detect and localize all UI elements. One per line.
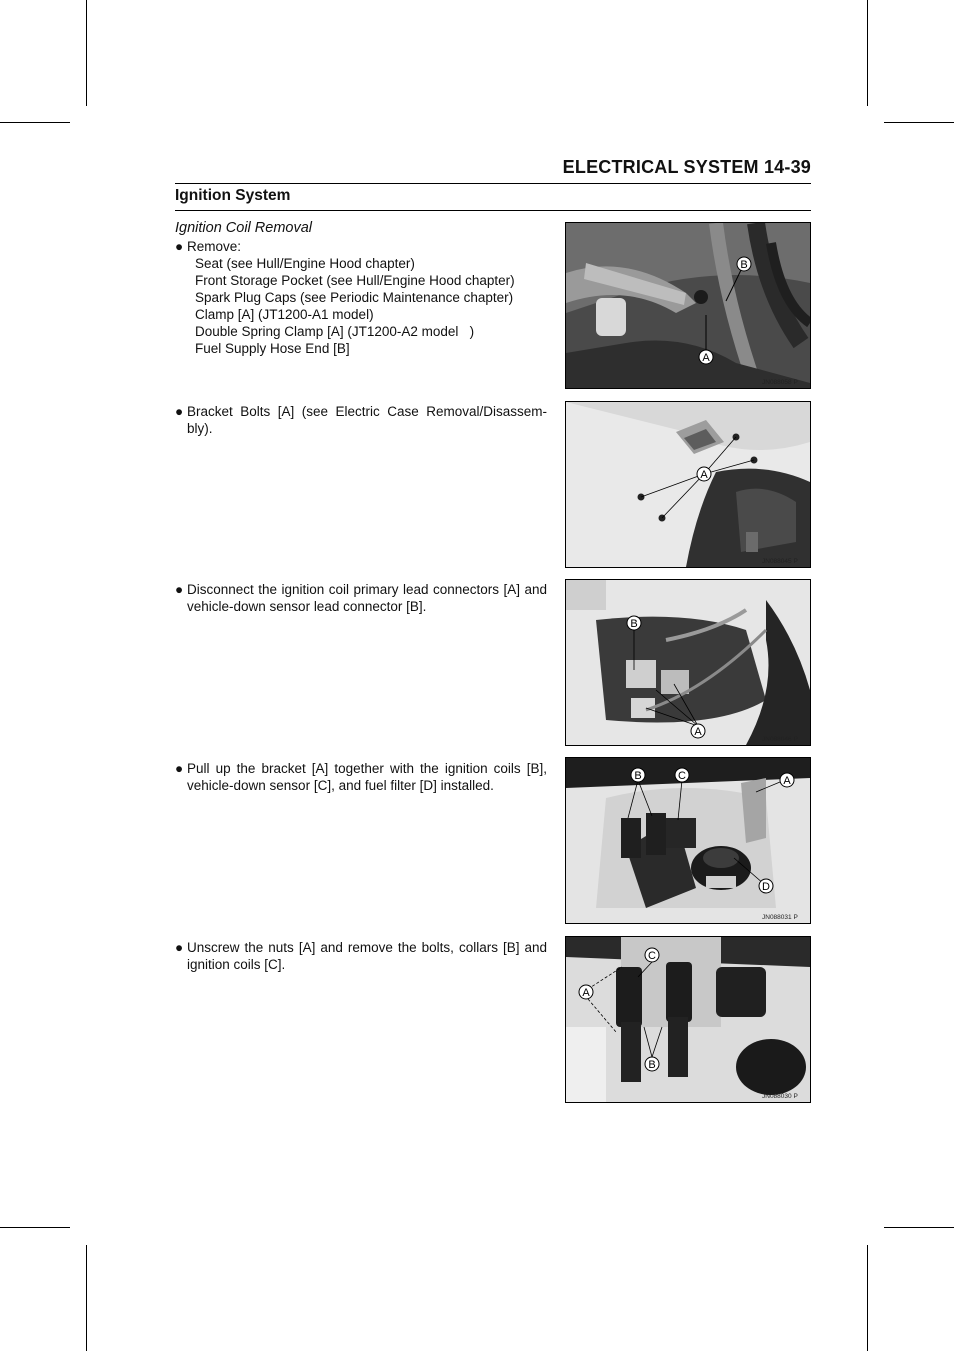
- crop-mark: [867, 0, 868, 106]
- crop-mark: [0, 122, 70, 123]
- section-rule: [175, 210, 811, 211]
- step-3: [175, 581, 547, 615]
- figure-label-text: A: [700, 469, 708, 481]
- figure-label-text: B: [634, 770, 642, 782]
- step-3-line: [175, 581, 547, 615]
- procedure-subtitle: Ignition Coil Removal: [175, 220, 313, 236]
- figure-5-photo: [565, 936, 811, 1103]
- figure-label-text: B: [630, 618, 638, 630]
- remove-item: Fuel Supply Hose End [B]: [195, 341, 350, 356]
- figure-label-text: D: [762, 881, 770, 893]
- header-rule: [175, 183, 811, 184]
- step-3-text: Disconnect the ignition coil primary lead connectors [A] and vehicle-down sensor lead connector [B].: [187, 582, 547, 614]
- remove-item: Clamp [A] (JT1200-A1 model): [195, 307, 374, 322]
- remove-item: Seat (see Hull/Engine Hood chapter): [195, 256, 415, 271]
- section-title: Ignition System: [175, 187, 291, 204]
- bullet-icon: ●: [175, 940, 184, 955]
- remove-item: Double Spring Clamp [A] (JT1200-A2 model ): [195, 324, 475, 339]
- step-1: [175, 220, 547, 357]
- bullet-icon: ●: [175, 582, 184, 597]
- step-5-text: Unscrew the nuts [A] and remove the bolts, collars [B] and ignition coils [C].: [187, 940, 547, 972]
- remove-item: Front Storage Pocket (see Hull/Engine Hood chapter): [195, 273, 515, 288]
- step-4: [175, 760, 547, 794]
- crop-mark: [884, 1227, 954, 1228]
- step-2-text: Bracket Bolts [A] (see Electric Case Removal/Disassem-bly).: [187, 404, 547, 436]
- step-1-text: Remove:: [187, 239, 242, 254]
- figure-code: JN088030 P: [762, 1093, 798, 1100]
- step-5-line: [175, 939, 547, 973]
- crop-mark: [86, 1245, 87, 1351]
- figure-1-photo: [565, 222, 811, 389]
- step-2-line: [175, 403, 547, 437]
- crop-mark: [86, 0, 87, 106]
- step-4-text: Pull up the bracket [A] together with the ignition coils [B], vehicle-down sensor [C], and fuel filter [D] installed.: [187, 761, 547, 793]
- figure-label-text: C: [678, 770, 686, 782]
- figure-label-text: A: [582, 987, 590, 999]
- figure-label-text: B: [740, 259, 748, 271]
- step-2: [175, 403, 547, 437]
- figure-label-text: A: [783, 775, 791, 787]
- crop-mark: [867, 1245, 868, 1351]
- figure-3-photo: [565, 579, 811, 746]
- figure-2-photo: [565, 401, 811, 568]
- crop-mark: [884, 122, 954, 123]
- figure-label-text: B: [648, 1059, 656, 1071]
- page-header: ELECTRICAL SYSTEM 14-39: [562, 157, 811, 177]
- figure-label-text: A: [702, 352, 710, 364]
- step-4-line: [175, 760, 547, 794]
- figure-code: JN088031 P: [762, 914, 798, 921]
- remove-item: Spark Plug Caps (see Periodic Maintenance chapter): [195, 290, 514, 305]
- step-1-line: [175, 238, 547, 255]
- bullet-icon: ●: [175, 239, 184, 254]
- figure-label-text: C: [648, 950, 656, 962]
- figure-code: JN088058 P: [762, 379, 798, 386]
- step-5: [175, 939, 547, 973]
- figure-code: JN088045 P: [762, 558, 798, 565]
- figure-label-text: A: [694, 726, 702, 738]
- figure-code: JN088046 P: [762, 736, 798, 743]
- bullet-icon: ●: [175, 761, 184, 776]
- crop-mark: [0, 1227, 70, 1228]
- figure-4-photo: [565, 757, 811, 924]
- bullet-icon: ●: [175, 404, 184, 419]
